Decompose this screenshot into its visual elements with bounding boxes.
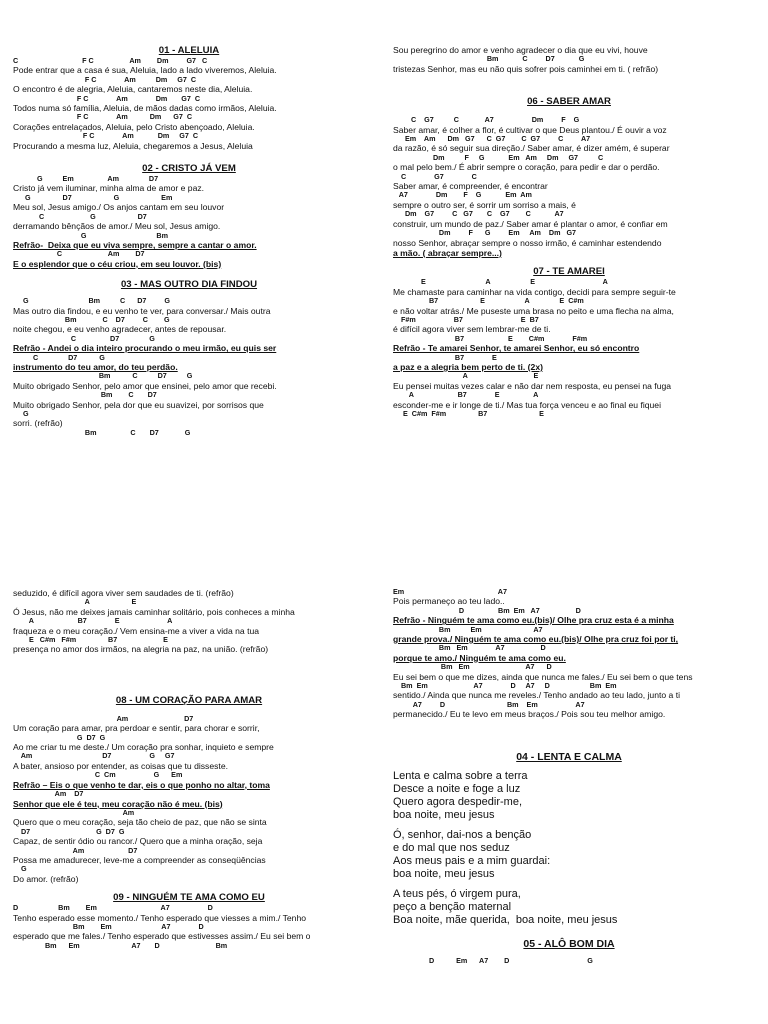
lyric-line: Procurando a mesma luz, Aleluia, chegaremos a Jesus, Aleluia: [13, 140, 253, 151]
column-bottom-left: [13, 588, 365, 950]
lyric-line: Eu sei bem o que me dizes, ainda que nunca me fales./ Eu sei bem o que tens: [393, 671, 693, 682]
lyric-line: sempre o outro ser, é sorrir um sorriso a mais, é: [393, 199, 576, 210]
lyric-line: Capaz, de sentir ódio ou rancor./ Quero que a minha oração, seja: [13, 836, 263, 847]
song-mas-outro-body: [13, 297, 365, 437]
poem-line: Ó, senhor, dai-nos a benção: [393, 828, 532, 841]
chord-line: E C#m F#m B7 E: [393, 410, 544, 418]
lyric-line: Pois permaneço ao teu lado..: [393, 596, 505, 607]
chord-line: C G D7: [13, 212, 147, 221]
chord-line: A B7 E A: [13, 617, 173, 626]
lyric-line: e não voltar atrás./ Me puseste uma brasa no peito e uma flecha na alma,: [393, 305, 674, 316]
lyric-line: sorri. (refrão): [13, 418, 63, 429]
lyric-line: Do amor. (refrão): [13, 873, 79, 884]
refrain-line: a mão. ( abraçar sempre...): [393, 247, 502, 258]
lyric-line: Quero que o meu coração, seja tão cheio de paz, que não se sinta: [13, 817, 267, 828]
poem-line: boa noite, meu jesus: [393, 808, 495, 821]
chord-line: F C Am Dm G7 C: [13, 132, 199, 141]
lyric-line: Um coração para amar, pra perdoar e sentir, para chorar e sorrir,: [13, 723, 260, 734]
lyric-line: Sou peregrino do amor e venho agradecer o dia que eu vivi, houve: [393, 45, 648, 55]
chord-line: A7 D Bm Em A7: [393, 700, 585, 709]
chord-line: Bm C D7 G: [393, 55, 585, 64]
chord-line: B7 E A E C#m: [393, 297, 584, 306]
chord-line: G Bm C D7 G: [13, 297, 170, 306]
song-title-alo-bom-dia: 05 - ALÔ BOM DIA: [523, 937, 615, 950]
song-peregrino-tail: [393, 45, 745, 74]
lyric-line: Mas outro dia findou, e eu venho te ver, para conversar./ Mais outra: [13, 305, 271, 316]
song-title-um-coracao: 08 - UM CORAÇÃO PARA AMAR: [115, 694, 263, 706]
lyric-line: Tenho esperado esse momento./ Tenho esperado que viesses a mim./ Tenho: [13, 912, 307, 923]
chord-line: C Cm G Em: [13, 771, 183, 780]
chord-line: Dm F G Em Am Dm G7 C: [393, 153, 604, 162]
chord-line: A7 Dm F G Em Am: [393, 191, 532, 200]
lyric-line: Ao me criar tu me deste./ Um coração pra sonhar, inquieto e sempre: [13, 742, 274, 753]
lyric-line: construir, um mundo de paz./ Saber amar é plantar o amor, é confiar em: [393, 218, 668, 229]
chord-line: Am D7: [13, 846, 138, 855]
lyric-line: permanecido./ Eu te levo em meus braços./ Pois sou teu melhor amigo.: [393, 709, 666, 720]
song-title-lenta-e-calma: 04 - LENTA E CALMA: [516, 750, 622, 763]
poem-line: Boa noite, mãe querida, boa noite, meu jesus: [393, 913, 618, 926]
chord-line: Em Am Dm G7 C G7 C G7 C A7: [393, 135, 591, 144]
song-saber-amar-body: [393, 116, 745, 258]
poem-line: Quero agora despedir-me,: [393, 795, 523, 808]
song-te-amarei-tail: [13, 588, 365, 655]
lyric-line: Possa me amadurecer, leve-me a compreender as conseqüências: [13, 854, 266, 865]
chord-line: C G7 C: [393, 172, 477, 181]
lyric-line: Pode entrar que a casa é sua, Aleluia, lado a lado viveremos, Aleluia.: [13, 65, 277, 76]
lyric-line: A bater, ansioso por entender, as coisas que tu disseste.: [13, 760, 228, 771]
chord-line: C Am D7: [13, 250, 145, 259]
song-aleluia-body: [13, 57, 365, 151]
chord-line: F C Am Dm G7 C: [13, 113, 193, 122]
chord-line: Bm Em A7 D Bm: [13, 941, 228, 950]
refrain-line: porque te amo./ Ninguém te ama como eu.: [393, 652, 566, 663]
poem-line: Desce a noite e foge a luz: [393, 782, 521, 795]
chord-line: Bm C D7 G: [13, 372, 193, 381]
column-bottom-right: [393, 588, 745, 965]
lyric-line: Cristo já vem iluminar, minha alma de amor e paz.: [13, 183, 205, 194]
refrain-line: E o esplendor que o céu criou, em seu louvor. (bis): [13, 258, 222, 269]
refrain-line: Refrão - Ninguém te ama como eu.(bis)/ Olhe pra cruz esta é a minha: [393, 615, 674, 626]
chord-line: E C#m F#m B7 E: [13, 636, 168, 645]
chord-line: G D7 G Em: [13, 193, 173, 202]
song-title-mas-outro-dia: 03 - MAS OUTRO DIA FINDOU: [120, 279, 258, 291]
lyric-line: O encontro é de alegria, Aleluia, cantaremos neste dia, Aleluia.: [13, 84, 253, 95]
chord-line: Bm Em A7: [393, 625, 543, 634]
chord-line: F C Am Dm G7 C: [13, 75, 197, 84]
song-title-te-amarei: 07 - TE AMAREI: [533, 266, 605, 278]
poem-line: boa noite, meu jesus: [393, 867, 495, 880]
chord-line: Dm F G Em Am Dm G7: [393, 229, 577, 238]
lyric-line: Muito obrigado Senhor, pela dor que eu suavizei, por sorrisos que: [13, 399, 264, 410]
poem-line: Lenta e calma sobre a terra: [393, 769, 528, 782]
chord-line: Dm G7 C G7 C G7 C A7: [393, 210, 564, 219]
refrain-line: Refrão - Te amarei Senhor, te amarei Senhor, eu só encontro: [393, 343, 640, 354]
lyric-line: esperado que me fales./ Tenho esperado que estivesses assim./ Eu sei bem o: [13, 931, 311, 942]
song-ninguem-body: [13, 904, 365, 950]
lyric-line: é difícil agora viver sem lembrar-me de ti.: [393, 324, 551, 335]
poem-line: peço a benção maternal: [393, 900, 512, 913]
chord-line: Am D7 G G7: [13, 752, 175, 761]
chord-line: F C Am Dm G7 C: [13, 94, 201, 103]
song-ninguem-continued: [393, 588, 745, 720]
lyric-line: Corações entrelaçados, Aleluia, pelo Cristo abençoado, Aleluia.: [13, 121, 255, 132]
lyric-line: Muito obrigado Senhor, pelo amor que ensinei, pelo amor que recebi.: [13, 380, 277, 391]
song-title-aleluia: 01 - ALELUIA: [158, 45, 220, 56]
column-top-left: [13, 45, 365, 437]
lyric-line: tristezas Senhor, mas eu não quis sofrer pois caminhei em ti. ( refrão): [393, 63, 659, 74]
lyric-line: derramando bênçãos de amor./ Meu sol, Jesus amigo.: [13, 221, 221, 232]
lyric-line: Ó Jesus, não me deixes jamais caminhar solitário, pois conheces a minha: [13, 606, 295, 617]
song-um-coracao-body: [13, 715, 365, 884]
chord-line: Am D7: [13, 790, 84, 799]
refrain-line: Refrão- Deixa que eu viva sempre, sempre a cantar o amor.: [13, 239, 257, 250]
chord-line: Bm Em A7 D: [393, 663, 552, 672]
poem-lenta-e-calma: [393, 770, 745, 927]
refrain-line: a paz e a alegria bem perto de ti. (2x): [393, 361, 543, 372]
song-title-ninguem-te-ama: 09 - NINGUÉM TE AMA COMO EU: [113, 892, 265, 904]
song-cristo-body: [13, 175, 365, 269]
refrain-line: Refrão – Eis o que venho te dar, eis o que ponho no altar, toma: [13, 779, 270, 790]
chord-line: C D7 G: [13, 334, 155, 343]
chord-line: Bm Em A7 D A7 D Bm Em: [393, 682, 617, 691]
chord-line: Bm C D7: [13, 391, 157, 400]
chord-line: Bm C D7 C G: [13, 315, 170, 324]
chord-line: Am D7: [13, 714, 194, 723]
chord-line: G: [13, 410, 29, 418]
chord-line: D Bm Em A7 D: [13, 904, 213, 913]
chord-line: Am: [13, 808, 135, 817]
chord-line: E A E A: [393, 278, 608, 287]
lyric-line: Saber amar, é compreender, é encontrar: [393, 181, 548, 192]
chord-line: Bm Em A7 D: [393, 644, 546, 653]
lyric-line: nosso Senhor, abraçar sempre o nosso irmão, é caminhar estendendo: [393, 237, 662, 248]
lyric-line: Todos numa só família, Aleluia, de mãos dadas como irmãos, Aleluia.: [13, 103, 277, 114]
poem-line: e do mal que nos seduz: [393, 841, 510, 854]
lyric-line: fraqueza e o meu coração./ Vem ensina-me a viver a vida na tua: [13, 625, 260, 636]
lyric-line: Saber amar, é colher a flor, é cultivar o que Deus plantou./ É ouvir a voz: [393, 124, 667, 135]
chord-line: Bm Em A7 D: [13, 922, 204, 931]
chord-line: B7 E C#m F#m: [393, 334, 588, 343]
chord-line: D Bm Em A7 D: [393, 606, 581, 615]
lyric-line: o mal pelo bem./ É abrir sempre o coração, para pedir e dar o perdão.: [393, 162, 660, 173]
song-title-cristo-ja-vem: 02 - CRISTO JÁ VEM: [142, 163, 236, 175]
lyric-line: seduzido, é difícil agora viver sem saudades de ti. (refrão): [13, 588, 234, 598]
chord-line: C D7 G: [13, 353, 105, 362]
song-title-saber-amar: 06 - SABER AMAR: [527, 96, 611, 108]
poem-line: A teus pés, ó virgem pura,: [393, 887, 521, 900]
chord-line: C F C Am Dm G7 C: [13, 57, 208, 65]
chord-line: G Bm: [13, 231, 168, 240]
chord-line: A B7 E A: [393, 391, 539, 400]
lyric-line: presença no amor dos irmãos, na alegria na paz, na união. (refrão): [13, 644, 269, 655]
chord-line: Em A7: [393, 588, 507, 596]
column-top-right: [393, 45, 745, 418]
refrain-line: Senhor que ele é teu, meu coração não é meu. (bis): [13, 798, 223, 809]
lyric-line: Meu sol, Jesus amigo./ Os anjos cantam em seu louvor: [13, 202, 225, 213]
chord-line: D Em A7 D G: [393, 956, 593, 965]
chord-line: A E: [393, 372, 539, 381]
chord-line: G: [13, 865, 27, 874]
song-te-amarei-body: [393, 278, 745, 418]
chord-line: Bm C D7 G: [13, 428, 191, 437]
refrain-line: Refrão - Andei o dia inteiro procurando o meu irmão, eu quis ser: [13, 343, 277, 354]
lyric-line: da razão, é só seguir sua direção./ Saber amar, é dizer amém, é superar: [393, 143, 670, 154]
chord-line: C G7 C A7 Dm F G: [393, 116, 580, 125]
lyric-line: noite chegou, e eu venho agradecer, antes de repousar.: [13, 324, 227, 335]
lyric-line: Me chamaste para caminhar na vida contigo, decidi para sempre seguir-te: [393, 286, 676, 297]
chord-line: G D7 G: [13, 733, 106, 742]
lyric-line: esconder-me e ir longe de ti./ Mas tua força venceu e ao final eu fiquei: [393, 399, 661, 410]
chord-line: B7 E: [393, 353, 497, 362]
poem-line: Aos meus pais e a mim guardai:: [393, 854, 551, 867]
chord-line: A E: [13, 598, 137, 607]
chord-line: D7 G D7 G: [13, 827, 125, 836]
chord-line: F#m B7 E B7: [393, 315, 539, 324]
lyric-line: Eu pensei muitas vezes calar e não dar nem resposta, eu pensei na fuga: [393, 380, 672, 391]
lyric-line: sentido./ Ainda que nunca me reveles./ Tenho andado ao teu lado, junto a ti: [393, 690, 680, 701]
refrain-line: instrumento do teu amor, do teu perdão.: [13, 361, 178, 372]
refrain-line: grande prova./ Ninguém te ama como eu.(bis)/ Olhe pra cruz foi por ti,: [393, 634, 679, 645]
chord-line: G Em Am D7: [13, 175, 159, 184]
